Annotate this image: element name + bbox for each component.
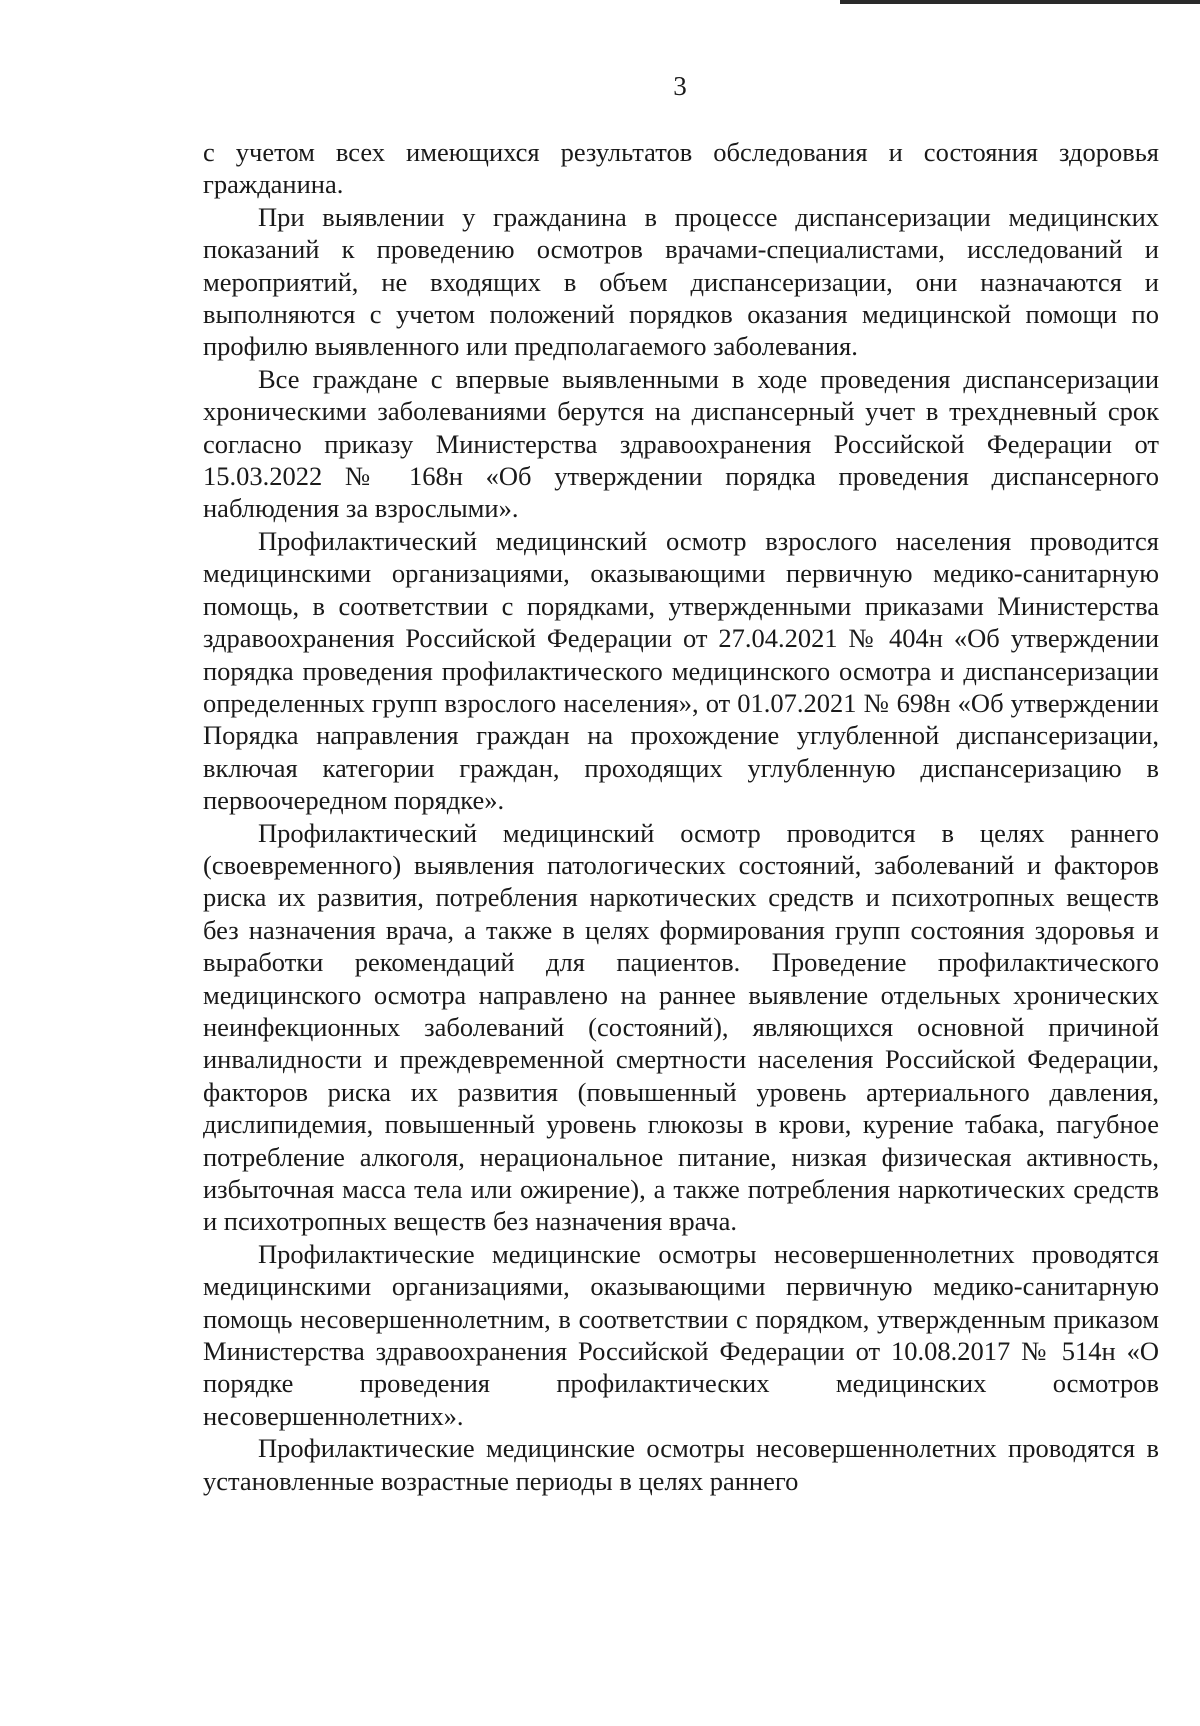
paragraph: При выявлении у гражданина в процессе диспансеризации медицинских показаний к проведению осмотров врачами-специалистами, исследований и мероприятий, не входящих в объем диспансеризации, они назначаются и выполняются с учетом положений порядков оказания медицинской помощи по профилю выявленного или предполагаемого заболевания. xyxy=(203,201,1159,362)
page-number: 3 xyxy=(673,71,687,101)
paragraph: Профилактический медицинский осмотр взрослого населения проводится медицинскими организациями, оказывающими первичную медико-санитарную помощь, в соответствии с порядками, утвержденными приказами Министерства здравоохранения Российской Федерации от 27.04.2021 № 404н «Об утверждении порядка проведения профилактического медицинского осмотра и диспансеризации определенных групп взрослого населения», от 01.07.2021 № 698н «Об утверждении Порядка направления граждан на прохождение углубленной диспансеризации, включая категории граждан, проходящих углубленную диспансеризацию в первоочередном порядке». xyxy=(203,525,1159,816)
top-edge-rule xyxy=(840,0,1200,4)
paragraph: Профилактические медицинские осмотры несовершеннолетних проводятся медицинскими организациями, оказывающими первичную медико-санитарную помощь несовершеннолетним, в соответствии с порядком, утвержденным приказом Министерства здравоохранения Российской Федерации от 10.08.2017 № 514н «О порядке проведения профилактических медицинских осмотров несовершеннолетних». xyxy=(203,1238,1159,1431)
paragraph-truncated: Профилактические медицинские осмотры несовершеннолетних проводятся в установленные возрастные периоды в целях раннего xyxy=(203,1433,1159,1496)
paragraph: Все граждане с впервые выявленными в ходе проведения диспансеризации хроническими заболеваниями берутся на диспансерный учет в трехдневный срок согласно приказу Министерства здравоохранения Российской Федерации от 15.03.2022 № 168н «Об утверждении порядка проведения диспансерного наблюдения за взрослыми». xyxy=(203,363,1159,524)
paragraph-continuation: с учетом всех имеющихся результатов обследования и состояния здоровья гражданина. xyxy=(203,137,1159,200)
paragraph: Профилактический медицинский осмотр проводится в целях раннего (своевременного) выявления патологических состояний, заболеваний и факторов риска их развития, потребления наркотических средств и психотропных веществ без назначения врача, а также в целях формирования групп состояния здоровья и выработки рекомендаций для пациентов. Проведение профилактического медицинского осмотра направлено на раннее выявление отдельных хронических неинфекционных заболеваний (состояний), являющихся основной причиной инвалидности и преждевременной смертности населения Российской Федерации, факторов риска их развития (повышенный уровень артериального давления, дислипидемия, повышенный уровень глюкозы в крови, курение табака, пагубное потребление алкоголя, нерациональное питание, низкая физическая активность, избыточная масса тела или ожирение), а также потребления наркотических средств и психотропных веществ без назначения врача. xyxy=(203,817,1159,1237)
document-body xyxy=(203,136,1159,1497)
